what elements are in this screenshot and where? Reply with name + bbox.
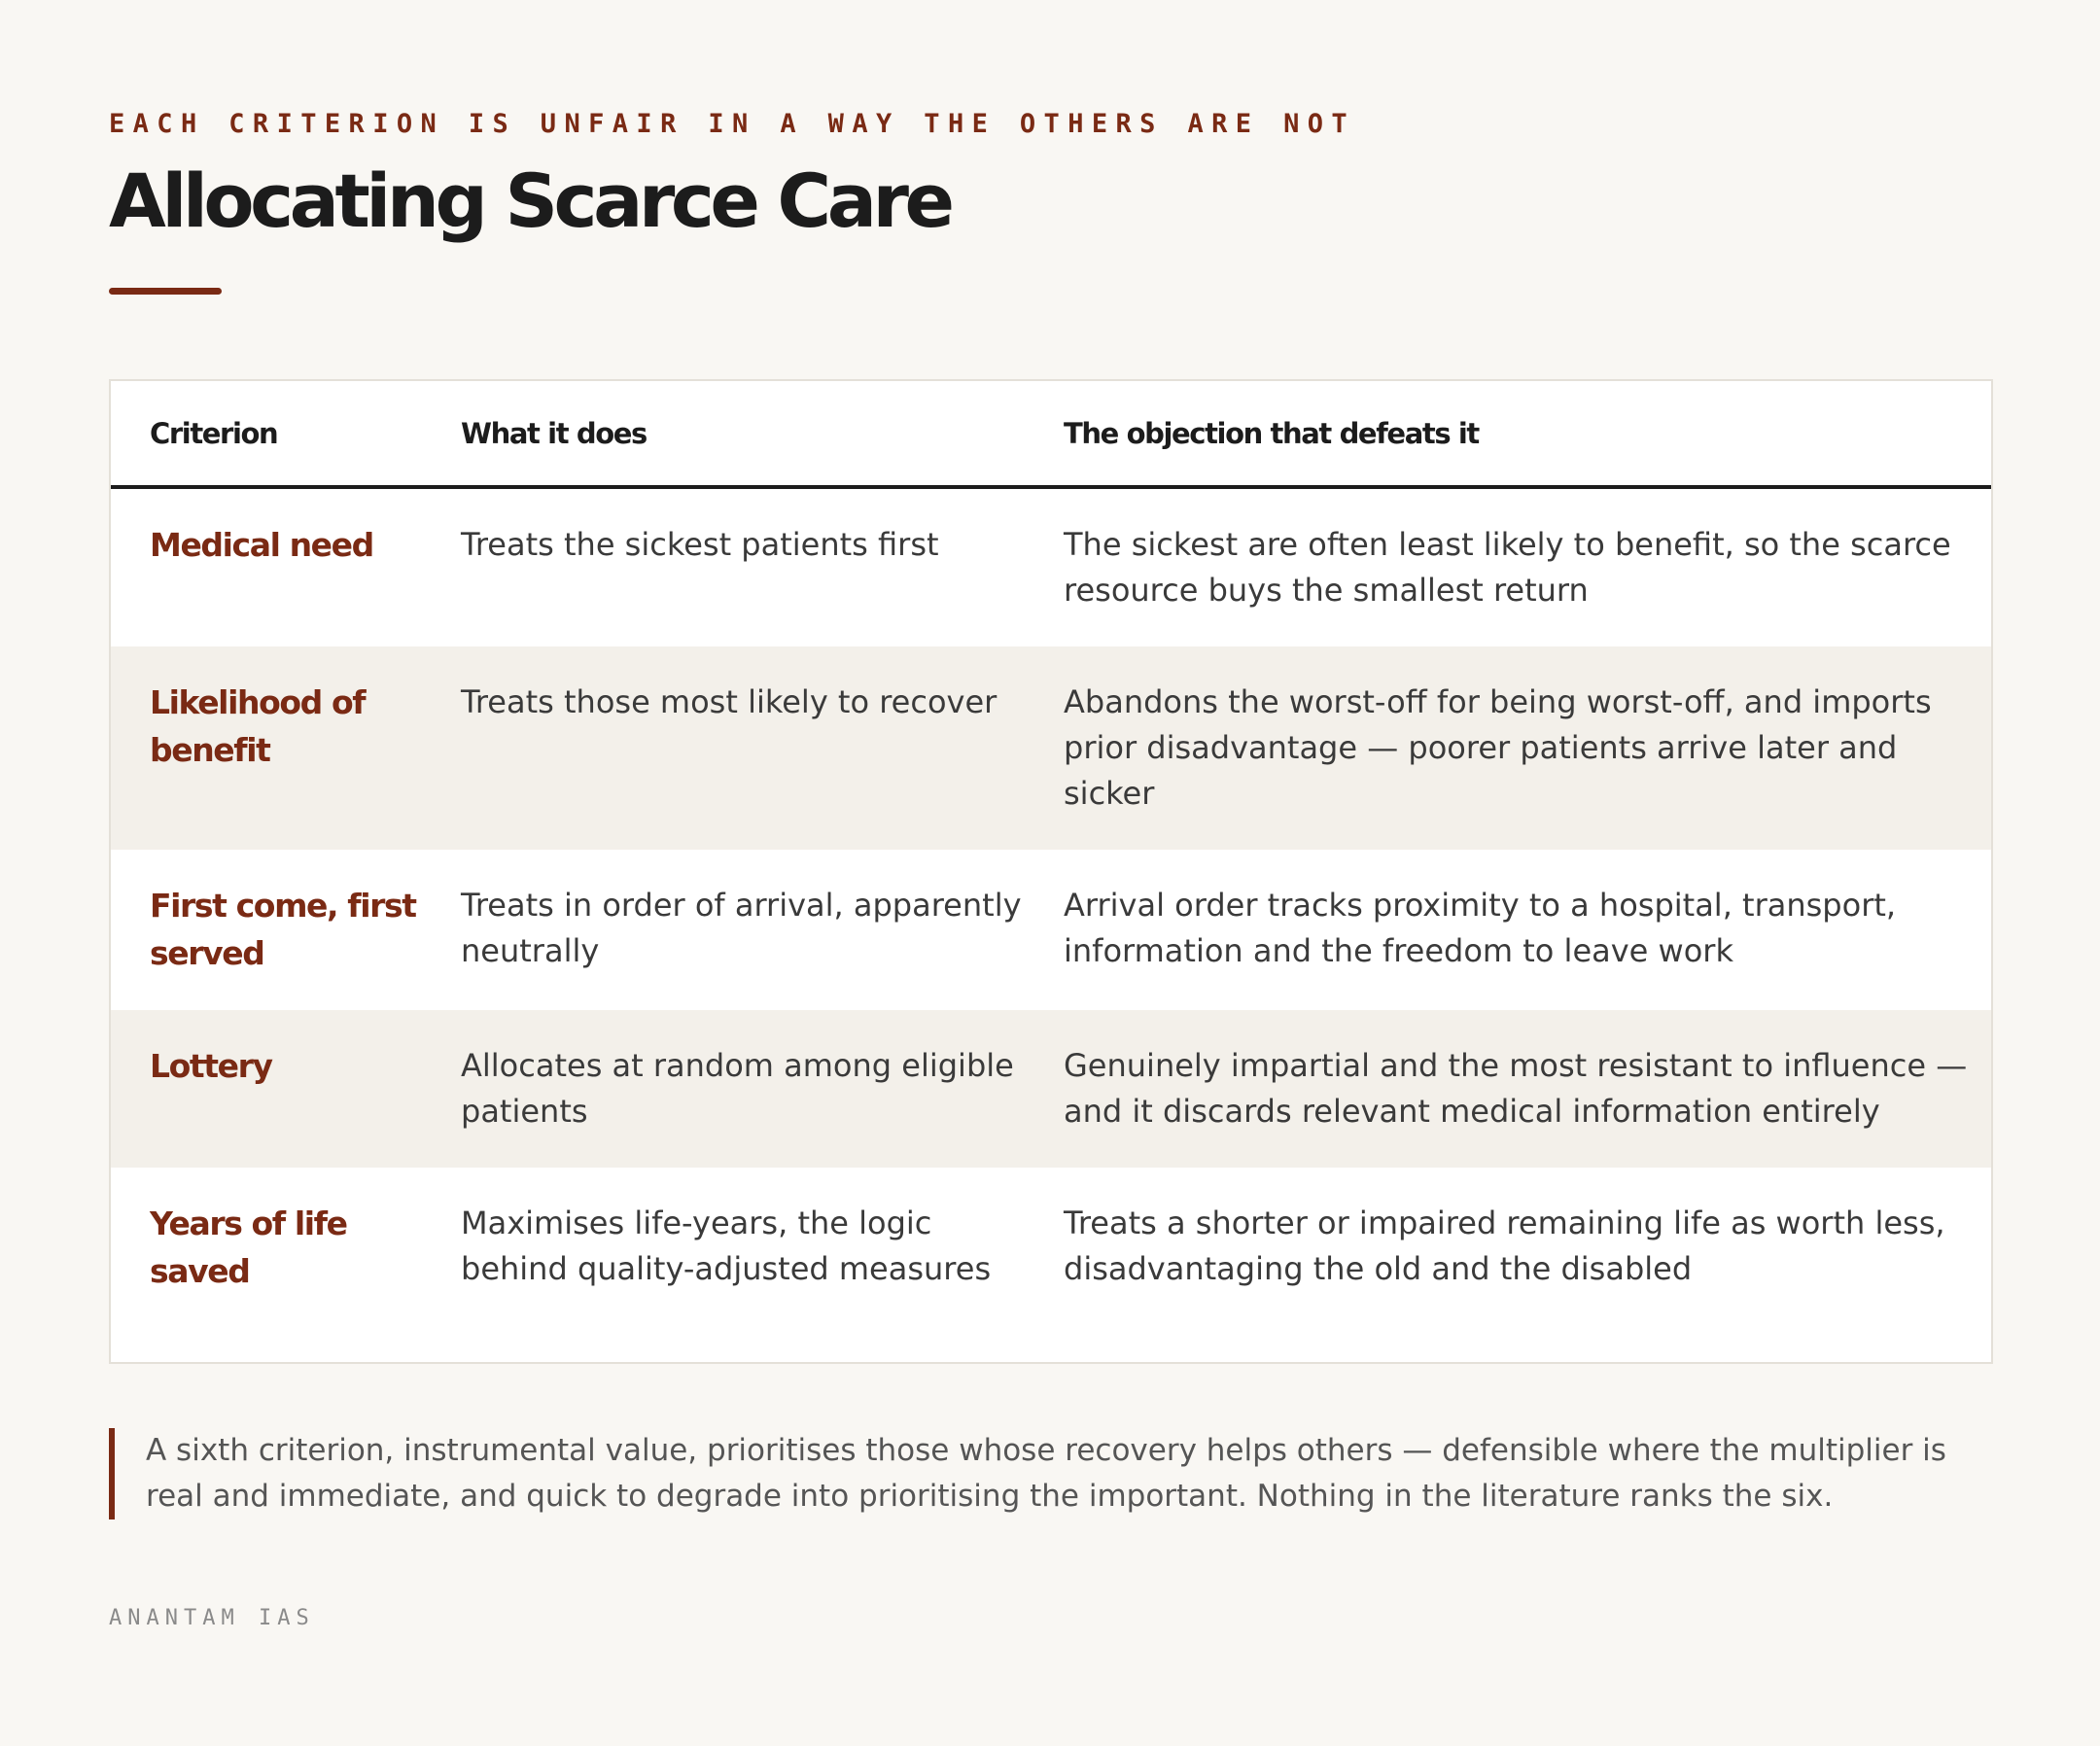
criterion-cell: Lottery <box>111 1010 448 1168</box>
table-row <box>111 850 1991 1010</box>
page-title: Allocating Scarce Care <box>109 157 951 244</box>
table-row <box>111 646 1991 850</box>
column-header-objection: The objection that defeats it <box>1051 381 1991 487</box>
criteria-table-card <box>109 379 1993 1364</box>
objection-cell: Arrival order tracks proximity to a hospital, transport, information and the freedom to leave work <box>1051 850 1991 1010</box>
what-it-does-cell: Treats those most likely to recover <box>448 646 1051 850</box>
what-it-does-cell: Maximises life-years, the logic behind quality-adjusted measures <box>448 1168 1051 1362</box>
criterion-cell: Likelihood of benefit <box>111 646 448 850</box>
what-it-does-cell: Treats the sickest patients first <box>448 487 1051 646</box>
table-header-row <box>111 381 1991 487</box>
criterion-cell: Years of life saved <box>111 1168 448 1362</box>
criterion-cell: First come, first served <box>111 850 448 1010</box>
column-header-criterion: Criterion <box>111 381 448 487</box>
objection-cell: Abandons the worst-off for being worst-off, and imports prior disadvantage — poorer patients arrive later and sicker <box>1051 646 1991 850</box>
what-it-does-cell: Treats in order of arrival, apparently neutrally <box>448 850 1051 1010</box>
table-row <box>111 1168 1991 1362</box>
criterion-cell: Medical need <box>111 487 448 646</box>
page <box>109 109 1991 1630</box>
criteria-table <box>111 381 1991 1362</box>
objection-cell: The sickest are often least likely to benefit, so the scarce resource buys the smallest return <box>1051 487 1991 646</box>
table-row <box>111 1010 1991 1168</box>
footer-brand: ANANTAM IAS <box>109 1606 315 1630</box>
objection-cell: Treats a shorter or impaired remaining life as worth less, disadvantaging the old and the disabled <box>1051 1168 1991 1362</box>
title-accent-rule <box>109 288 222 295</box>
what-it-does-cell: Allocates at random among eligible patients <box>448 1010 1051 1168</box>
objection-cell: Genuinely impartial and the most resistant to influence — and it discards relevant medical information entirely <box>1051 1010 1991 1168</box>
table-row <box>111 487 1991 646</box>
column-header-what-it-does: What it does <box>448 381 1051 487</box>
footnote-quote: A sixth criterion, instrumental value, prioritises those whose recovery helps others — defensible where the multiplier is real and immediate, and quick to degrade into prioritising the important. Nothing in the literature ranks the six. <box>109 1428 1989 1519</box>
eyebrow: EACH CRITERION IS UNFAIR IN A WAY THE OTHERS ARE NOT <box>109 109 1356 139</box>
